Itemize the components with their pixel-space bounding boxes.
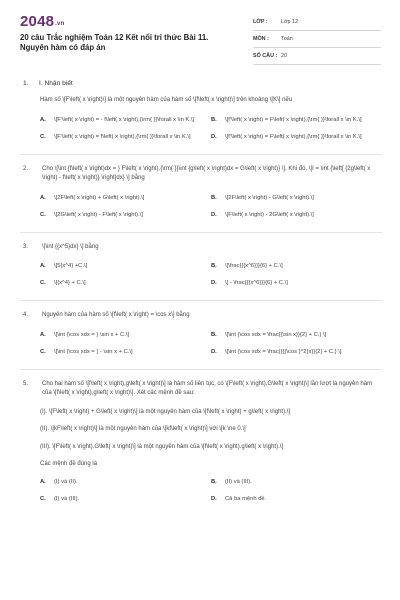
option-text: \[F'\left( x \right) = - f\left( x \right),{\rm{ }}\forall x \in K.\]	[54, 116, 195, 123]
option-letter: A.	[40, 116, 46, 123]
option-text: Cả ba mệnh đề.	[225, 495, 267, 502]
meta-row-grade	[253, 14, 381, 31]
options-grid	[20, 194, 382, 228]
option-letter: A.	[40, 331, 46, 338]
document-title: 20 câu Trắc nghiệm Toán 12 Kết nối tri thức Bài 11. Nguyên hàm có đáp án	[20, 33, 209, 52]
section-heading	[20, 80, 382, 87]
options-grid	[20, 478, 382, 512]
question-header	[20, 311, 382, 321]
question-prompt: Các mệnh đề đúng là	[40, 461, 98, 467]
divider	[20, 154, 382, 155]
option-letter: A.	[40, 194, 46, 201]
question-header	[20, 380, 382, 399]
option-text: \[ - \frac{{{x^6}}}{6} + C.\]	[225, 280, 288, 286]
option-text: \[\int {\cos xdx = \frac{{{{\cos }^2}x}}{2} + C.} \]	[225, 348, 342, 355]
option-letter: B.	[211, 116, 217, 123]
options-grid	[20, 262, 382, 296]
option-letter: D.	[211, 280, 217, 286]
option-a[interactable]	[40, 116, 211, 125]
option-letter: A.	[40, 263, 46, 269]
statement-3: (III). \[F\left( x \right).G\left( x \right)\] là một nguyên hàm của \[f\left( x \right).g\left( x \right).\]	[40, 443, 284, 450]
question-number: 3.	[23, 243, 29, 250]
meta-value: 20	[281, 53, 287, 59]
option-a[interactable]	[40, 331, 211, 340]
question-header	[20, 243, 382, 253]
meta-label: SỐ CÂU :	[253, 53, 278, 59]
option-c[interactable]	[40, 348, 211, 357]
section-title: I. Nhận biết	[39, 80, 73, 87]
meta-row-count	[253, 48, 381, 65]
option-d[interactable]	[211, 348, 382, 357]
option-letter: C.	[40, 348, 46, 355]
option-d[interactable]	[211, 279, 382, 288]
meta-table	[253, 14, 381, 65]
option-text: \[{x^4} + C.\]	[54, 280, 86, 286]
divider	[20, 300, 382, 301]
option-letter: A.	[40, 478, 46, 485]
question-text: Cho hai hàm số \[f\left( x \right),g\left( x \right)\] là hàm số liên tục, có \[F\left( x \right),G\left( x \right)\] lần lượt là nguyên hàm của \[f\left( x \right),g\left( x \right)\]. Xét các mệnh đề sau:	[42, 380, 373, 396]
option-letter: C.	[40, 280, 46, 286]
option-letter: B.	[211, 331, 217, 338]
option-c[interactable]	[40, 279, 211, 288]
option-text: \[f'\left( x \right) = F\left( x \right),{\rm{ }}\forall x \in K.\]	[225, 133, 362, 140]
question-number: 2.	[23, 165, 29, 172]
option-text: \[2F\left( x \right) + G\left( x \right).\]	[54, 194, 145, 201]
option-text: \[\int {\cos xdx = } - \sin x + C.\]	[54, 348, 133, 355]
question-text: Cho \[\int {f\left( x \right)dx = } F\left( x \right),{\rm{ }}\int {g\left( x \right)dx = G\left( x \right)} \]. Khi đó, \[I = \int {\left[ {2g\left( x \right) - f\left( x \right)} \right]dx} \] bằng	[42, 165, 371, 181]
question-number: 4.	[23, 312, 29, 318]
logo-text: 2048	[20, 13, 55, 30]
option-text: \[5{x^4} +C.\]	[54, 263, 88, 269]
option-text: \[\int {\cos xdx = \frac{{\sin x}}{2} + C.} \]	[225, 331, 327, 338]
meta-row-subject	[253, 31, 381, 48]
option-b[interactable]	[211, 478, 382, 487]
question-number: 1.	[23, 80, 29, 87]
meta-value: Toán	[281, 36, 293, 42]
option-d[interactable]	[211, 211, 382, 220]
option-letter: D.	[211, 348, 217, 355]
option-text: \[F'\left( x \right) = f\left( x \right),{\rm{ }}\forall x \in K.\]	[54, 133, 191, 140]
option-b[interactable]	[211, 116, 382, 125]
site-logo[interactable]	[20, 13, 64, 30]
option-letter: C.	[40, 495, 46, 502]
meta-value: Lớp 12	[281, 19, 299, 25]
option-text: \[2G\left( x \right) - F\left( x \right).\]	[54, 211, 143, 218]
statement-1: (I). \[F\left( x \right) + G\left( x \right)\] là một nguyên hàm của \[f\left( x \right) + g\left( x \right).\]	[40, 408, 291, 415]
option-a[interactable]	[40, 478, 211, 487]
option-text: (I) và (II).	[54, 478, 78, 485]
question-text: \[\int {{x^5}dx} \] bằng	[42, 243, 99, 250]
meta-label: LỚP :	[253, 19, 268, 25]
page-header	[0, 0, 400, 62]
option-letter: B.	[211, 194, 217, 201]
option-text: \[\frac{{{x^6}}}{6} + C.\]	[225, 263, 283, 269]
option-c[interactable]	[40, 133, 211, 142]
divider	[20, 369, 382, 370]
options-grid	[20, 331, 382, 365]
options-grid	[20, 116, 382, 150]
option-d[interactable]	[211, 495, 382, 504]
question-list	[20, 80, 382, 512]
option-letter: B.	[211, 263, 217, 269]
option-text: (I) và (III).	[54, 495, 80, 502]
option-letter: B.	[211, 478, 217, 485]
divider	[20, 232, 382, 233]
option-letter: C.	[40, 133, 46, 140]
option-letter: D.	[211, 495, 217, 502]
option-b[interactable]	[211, 262, 382, 271]
option-c[interactable]	[40, 211, 211, 220]
option-text: \[f'\left( x \right) = F\left( x \right),{\rm{ }}\forall x \in K.\]	[225, 116, 362, 123]
option-text: \[\int {\cos xdx = } \sin x + C.\]	[54, 331, 130, 338]
question-number: 5.	[23, 380, 29, 387]
option-a[interactable]	[40, 262, 211, 271]
option-c[interactable]	[40, 495, 211, 504]
option-letter: D.	[211, 211, 217, 218]
option-letter: D.	[211, 133, 217, 140]
option-text: (II) và (III).	[225, 478, 252, 485]
question-text: Hàm số \[F\left( x \right)\] là một nguyên hàm của hàm số \[f\left( x \right)\] trên khoảng \[K\] nếu	[40, 97, 293, 103]
question-text: Nguyên hàm của hàm số \[f\left( x \right) = \cos x\] bằng	[42, 312, 190, 318]
logo-suffix: .vn	[55, 21, 65, 27]
statement-2: (II). \[kF\left( x \right)\] là một nguyên hàm của \[kf\left( x \right)\] với \[k \ne 0.\]	[40, 426, 246, 432]
option-letter: C.	[40, 211, 46, 218]
option-a[interactable]	[40, 194, 211, 203]
question-header	[20, 165, 382, 184]
option-d[interactable]	[211, 133, 382, 142]
option-b[interactable]	[211, 331, 382, 340]
option-text: \[2F\left( x \right) - G\left( x \right).\]	[225, 194, 314, 201]
option-text: \[F\left( x \right) - 2G\left( x \right).\]	[225, 211, 314, 218]
meta-label: MÔN :	[253, 36, 269, 42]
option-b[interactable]	[211, 194, 382, 203]
